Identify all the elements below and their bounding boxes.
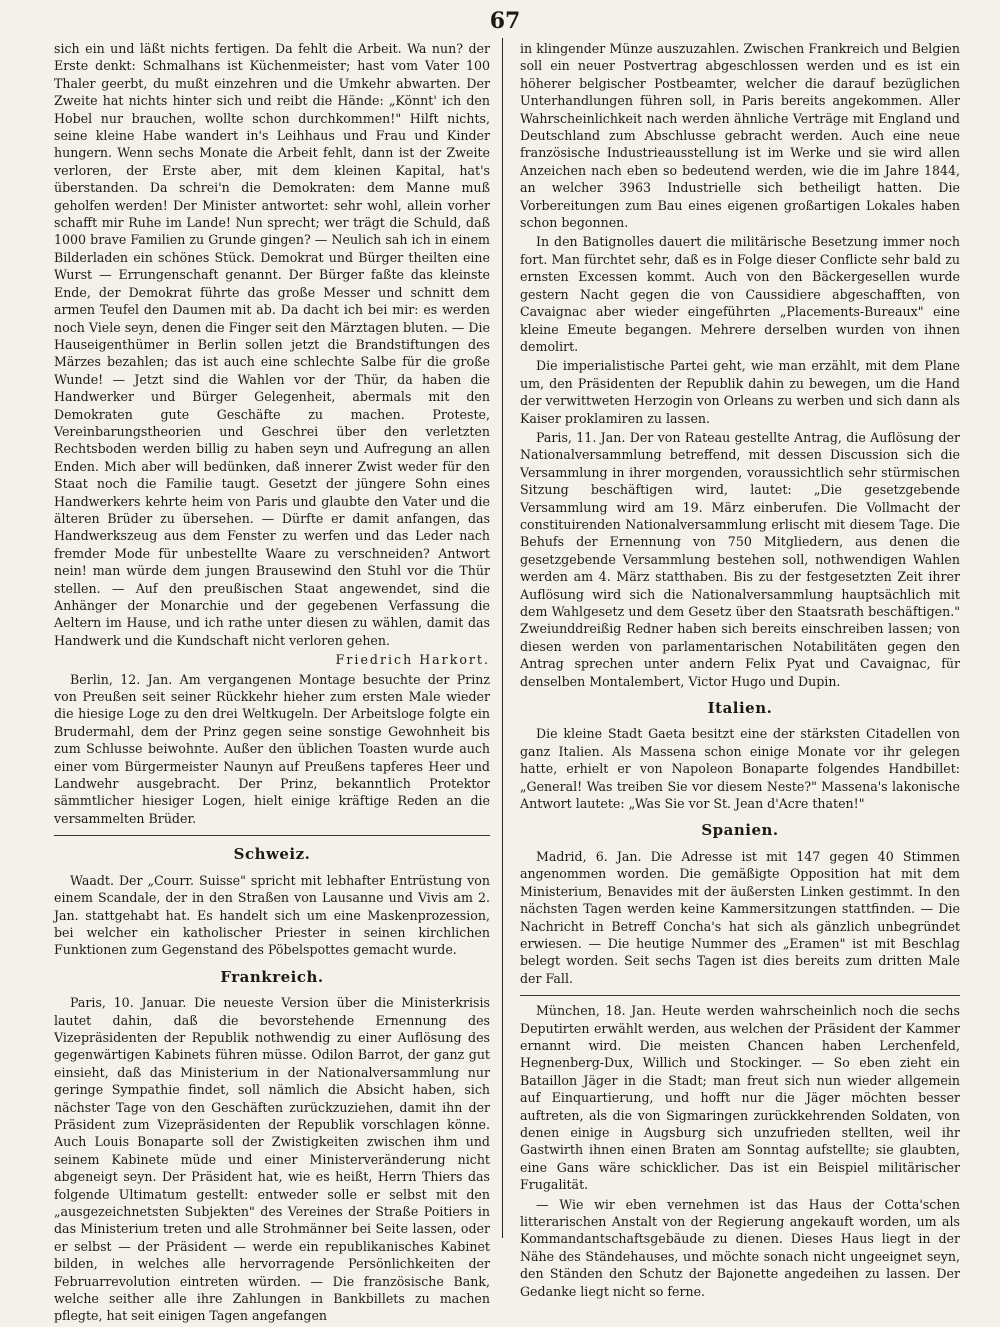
section-rule [520, 995, 960, 996]
cotta-report: — Wie wir eben vernehmen ist das Haus der Cotta'schen litterarischen Anstalt von der Regierung angekauft worden, um als Kommandantschaftsgebäude zu dienen. Dieses Haus liegt in der Nähe des Ständehauses, und möchte sonach nicht ungeeignet seyn, den Ständen den Schutz der Bajonette angedeihen zu lassen. Der Gedanke liegt nicht so ferne. [520, 1196, 960, 1299]
bank-continuation: in klingender Münze auszuzahlen. Zwischen Frankreich und Belgien soll ein neuer Postvertrag abgeschlossen werden und es ist ein höherer belgischer Postbeamter, welcher die darauf bezüglichen Unterhandlungen führen soll, in Paris bereits angekommen. Aller Wahrscheinlichkeit nach werden ähnliche Verträge mit England und Deutschland zum Abschlusse gebracht werden. Auch eine neue französische Industrieausstellung ist im Werke und sie wird allen Anzeichen nach eben so bedeutend werden, wie die im Jahre 1844, an welcher 3963 Industrielle sich betheiligt hatten. Die Vorbereitungen zum Bau eines eigenen großartigen Lokales haben schon begonnen. [520, 41, 960, 231]
section-heading-schweiz: Schweiz. [233, 845, 311, 864]
gaeta-report: Die kleine Stadt Gaeta besitzt eine der stärksten Citadellen von ganz Italien. Als Massena schon einige Monate vor ihr gelegen hatte, erhielt er von Napoleon Bonaparte folgendes Handbillet: „General! Was treiben Sie vor diesem Neste?" Massena's lakonische Antwort lautete: „Was Sie vor St. Jean d'Acre thaten!" [520, 726, 960, 812]
page-number: 67 [489, 8, 521, 34]
section-heading-spanien: Spanien. [701, 821, 779, 840]
right-column [520, 40, 960, 1302]
waadt-report: Waadt. Der „Courr. Suisse" spricht mit lebhafter Entrüstung von einem Scandale, der in den Straßen von Lausanne und Vivis am 2. Jan. stattgehabt hat. Es handelt sich um eine Maskenprozession, bei welcher ein katholischer Priester in seinen kirchlichen Funktionen zum Gegenstand des Pöbelspottes gemacht wurde. [54, 872, 490, 958]
section-heading-italien: Italien. [707, 699, 773, 718]
harkort-article: sich ein und läßt nichts fertigen. Da fehlt die Arbeit. Wa nun? der Erste denkt: Schmalhans ist Küchenmeister; hast vom Vater 100 Thaler geerbt, du mußt einzehren und die Umkehr abwarten. Der Zweite hat nichts hinter sich und reibt die Hände: „Könnt' ich den Hobel nur brauchen, wollte schon durchkommen!" Hilft nichts, seine kleine Habe wandert in's Leihhaus und Frau und Kinder hungern. Wenn sechs Monate die Arbeit fehlt, dann ist der Zweite verloren, der Erste aber, mit dem kleinen Kapital, hat's überstanden. Da schrei'n die Demokraten: dem Manne muß geholfen werden! Der Minister antwortet: sehr wohl, allein vorher schafft mir Ruhe im Lande! Nun sprecht; wer trägt die Schuld, daß 1000 brave Familien zu Grunde gingen? — Neulich sah ich in einem Bilderladen ein schönes Stück. Demokrat und Bürger theilten eine Wurst — Errungenschaft genannt. Der Bürger faßte das kleinste Ende, der Demokrat führte das große Messer und schnitt dem armen Teufel den Daumen mit ab. Da dacht ich bei mir: es werden noch Viele seyn, denen die Finger seit den Märztagen bluten. — Die Hauseigenthümer in Berlin sollen jetzt die Brandstiftungen des Märzes bezahlen; das ist auch eine schlechte Salbe für die große Wunde! — Jetzt sind die Wahlen vor der Thür, da haben die Handwerker und Bürger Gelegenheit, abermals mit den Demokraten gute Geschäfte zu machen. Proteste, Vereinbarungstheorien und Geschrei über den verletzten Rechtsboden werden billig zu haben seyn und Aufregung an allen Enden. Mich aber will bedünken, daß innerer Zwist weder für den Staat noch die Familie taugt. Gesetzt der jüngere Sohn eines Handwerkers kehrte heim von Paris und glaubte den Vater und die älteren Brüder zu übersehen. — Dürfte er damit anfangen, das Handwerkszeug aus dem Fenster zu werfen und das Leder nach fremder Mode für unbestellte Waare zu verschneiden? Antwort nein! man würde dem jungen Brausewind den Stuhl vor die Thür stellen. — Auf den preußischen Staat angewendet, sind die Anhänger der Monarchie und der gegebenen Verfassung die Aeltern im Hause, und ich rathe unter diesen zu wählen, damit das Handwerk und die Kundschaft nicht verloren gehen. [54, 41, 490, 648]
left-column [54, 40, 490, 1327]
madrid-report: Madrid, 6. Jan. Die Adresse ist mit 147 gegen 40 Stimmen angenommen worden. Die gemäßigte Opposition hat mit dem Ministerium, Benavides mit der äußersten Linken gestimmt. In den nächsten Tagen werden keine Kammersitzungen stattfinden. — Die Nachricht in Betreff Concha's hat sich als gänzlich unbegründet erwiesen. — Die heutige Nummer des „Eramen" ist mit Beschlag belegt worden. Seit sechs Tagen ist dies bereits zum dritten Male der Fall. [520, 848, 960, 986]
section-heading-frankreich: Frankreich. [220, 967, 324, 986]
paris-report-10: Paris, 10. Januar. Die neueste Version über die Ministerkrisis lautet dahin, daß die bevorstehende Ernennung des Vizepräsidenten der Republik nothwendig zu einer Auflösung des gegenwärtigen Kabinets führen müsse. Odilon Barrot, der ganz gut einsieht, daß das Ministerium in der Nationalversammlung nur geringe Sympathie findet, soll nämlich die Absicht haben, sich nächster Tage von den Geschäften zurückzuziehen, damit ihn der Präsident zum Vizepräsidenten der Republik vorschlagen könne. Auch Louis Bonaparte soll der Zwistigkeiten zwischen ihm und seinem Kabinete müde und einer Ministerveränderung nicht abgeneigt seyn. Der Präsident hat, wie es heißt, Herrn Thiers das folgende Ultimatum gestellt: entweder solle er selbst mit den „ausgezeichnetsten Subjekten" des Vereines der Straße Poitiers in das Ministerium treten und alle Strohmänner bei Seite lassen, oder er selbst — der Präsident — werde ein republikanisches Kabinet bilden, in welches alle hervorragende Persönlichkeiten der Februarrevolution eintreten würden. — Die französische Bank, welche seither alle ihre Zahlungen in Bankbillets zu machen pflegte, hat seit einigen Tagen angefangen [54, 995, 490, 1324]
section-rule [54, 835, 490, 836]
muenchen-report: München, 18. Jan. Heute werden wahrscheinlich noch die sechs Deputirten erwählt werden, aus welchen der Präsident der Kammer ernannt wird. Die meisten Chancen haben Lerchenfeld, Hegnenberg-Dux, Willich und Stockinger. — So eben zieht ein Bataillon Jäger in die Stadt; man freut sich nun wieder allgemein auf Einquartierung, und hofft nur die Jäger möchten besser auftreten, als die von Sigmaringen zurückkehrenden Soldaten, von denen einige in Augsburg sich unzufrieden stellten, weil ihr Gastwirth ihnen einen Braten am Sonntag aufstellte; sie glaubten, eine Gans wäre schicklicher. Das ist ein Beispiel militärischer Frugalität. [520, 1003, 960, 1193]
batignolles-report: In den Batignolles dauert die militärische Besetzung immer noch fort. Man fürchtet sehr, daß es in Folge dieser Conflicte sehr bald zu ernsten Excessen kommt. Auch von den Bäckergesellen wurde gestern Nacht gegen die von Caussidiere abgeschafften, von Cavaignac aber wieder eingeführten „Placements-Bureaux" eine kleine Emeute begangen. Mehrere derselben wurden von ihnen demolirt. [520, 234, 960, 354]
column-divider [502, 38, 503, 1238]
article-signature: Friedrich Harkort. [335, 652, 490, 668]
imperialist-report: Die imperialistische Partei geht, wie man erzählt, mit dem Plane um, den Präsidenten der Republik dahin zu bewegen, um die Hand der verwittweten Herzogin von Orleans zu werben und sich dann als Kaiser proklamiren zu lassen. [520, 358, 960, 426]
berlin-report: Berlin, 12. Jan. Am vergangenen Montage besuchte der Prinz von Preußen seit seiner Rückkehr hieher zum ersten Male wieder die hiesige Loge zu den drei Weltkugeln. Der Arbeitsloge folgte ein Brudermahl, dem der Prinz gegen seine sonstige Gewohnheit bis zum Schlusse beiwohnte. Außer den üblichen Toasten wurde auch einer vom Bürgermeister Naunyn auf Preußens tapferes Heer und Landwehr ausgebracht. Der Prinz, bekanntlich Protektor sämmtlicher hiesiger Logen, hielt einige kräftige Reden an die versammelten Brüder. [54, 671, 490, 826]
paris-report-11: Paris, 11. Jan. Der von Rateau gestellte Antrag, die Auflösung der Nationalversammlung betreffend, mit dessen Discussion sich die Versammlung in ihrer morgenden, voraussichtlich sehr stürmischen Sitzung beschäftigen wird, lautet: „Die gesetzgebende Versammlung wird am 19. März einberufen. Die Vollmacht der constituirenden Nationalversammlung erlischt mit diesem Tage. Die Behufs der Ernennung von 750 Mitgliedern, aus denen die gesetzgebende Versammlung bestehen soll, nothwendigen Wahlen werden am 4. März statthaben. Bis zu der festgesetzten Zeit ihrer Auflösung wird sich die Nationalversammlung hauptsächlich mit dem Wahlgesetz und dem Gesetz über den Staatsrath beschäftigen." Zweiunddreißig Redner haben sich bereits einschreiben lassen; von diesen werden von parlamentarischen Notabilitäten gegen den Antrag sprechen unter andern Felix Pyat und Cavaignac, für denselben Montalembert, Victor Hugo und Dupin. [520, 429, 960, 689]
